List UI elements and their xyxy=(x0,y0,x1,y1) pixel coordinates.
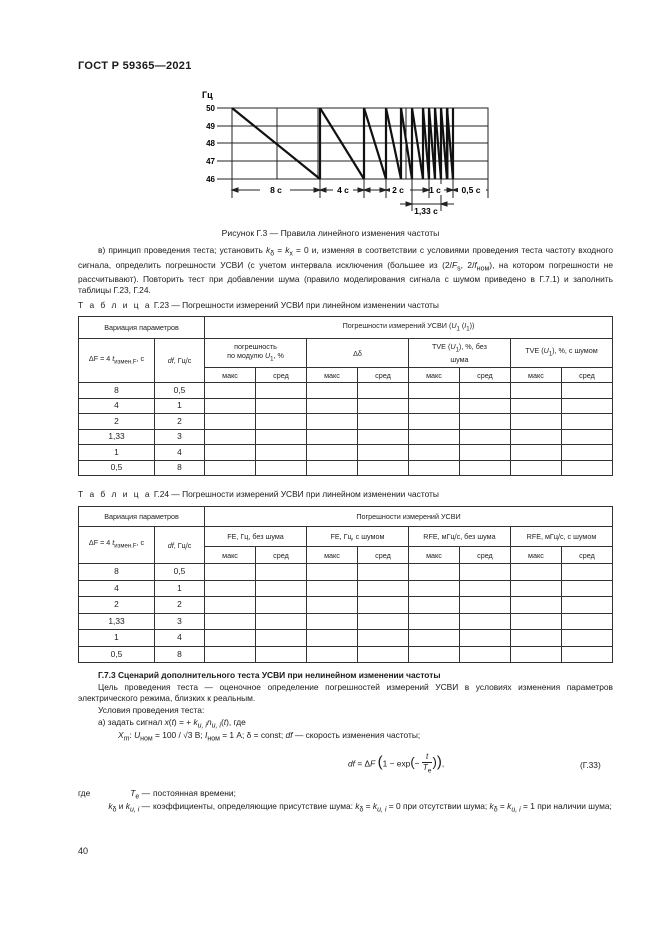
table-row: 0,5 8 xyxy=(79,646,613,663)
table24-col-dF: ΔF = 4 $t_{измен.F}$, с xyxy=(79,527,155,564)
page-number: 40 xyxy=(78,846,89,856)
table23-col-df: df, Гц/с xyxy=(155,339,205,383)
te-symbol: $T_e$ — xyxy=(130,788,150,801)
table24-head-errors: Погрешности измерений УСВИ xyxy=(205,507,613,527)
section-773-conditions: Условия проведения теста: xyxy=(98,705,205,715)
formula-g33: df = ΔF $(1 - \exp(- \frac{t}{T_e}))$, xyxy=(348,752,445,775)
figure-unit: Гц xyxy=(202,90,213,100)
where-label: где xyxy=(78,788,91,798)
table23-col-dF: ΔF = 4 $t_{измен.F}$, с xyxy=(79,339,155,383)
table-row: 1 4 xyxy=(79,630,613,647)
segment-label-1s: 1 с xyxy=(429,185,441,195)
table24-group-fe-nonoise: FE, Гц, без шума xyxy=(205,527,307,547)
y-tick-46: 46 xyxy=(206,175,215,184)
y-tick-49: 49 xyxy=(206,122,215,131)
table-row: 0,5 8 xyxy=(79,460,613,476)
segment-label-133s: 1,33 с xyxy=(414,206,438,216)
k-symbol: $k_\delta$ и $k_{u, i}$ — xyxy=(108,801,150,814)
table24-group-rfe-noise: RFE, мГц/с, с шумом xyxy=(510,527,612,547)
table24-group-fe-noise: FE, Гц, с шумом xyxy=(306,527,408,547)
table-row: 8 0,5 xyxy=(79,383,613,399)
frequency-ramp-figure xyxy=(200,86,500,216)
figure-caption: Рисунок Г.3 — Правила линейного изменения частоты xyxy=(221,228,440,238)
segment-label-2s: 2 с xyxy=(392,185,404,195)
table-row: 2 2 xyxy=(79,414,613,430)
section-773-item-a2: $X_m$: $U_{ном} = 100 / √3$ В; $I_{ном} = 1$ А; δ = const; df — скорость изменения частоты; xyxy=(118,730,421,743)
table23-group-delta: Δδ xyxy=(306,339,408,368)
y-tick-47: 47 xyxy=(206,157,215,166)
paragraph-test-principle: в) принцип проведения теста; установить $k_\delta = k_x = 0$ и, изменяя в соответствии с условиями проведения теста частоту входного сигнала, определить погрешности УСВИ (с учетом интервала исключения (большее из ($2/F_s$, $2/f_{ном}$), на котором погрешности не рассчитывают). Повторить тест при добавлении шума (правило моделирования сигнала с шумом приведено в Г.7.1) и заполнить таблицы Г.23, Г.24. xyxy=(78,245,614,296)
y-tick-50: 50 xyxy=(206,104,215,113)
segment-label-4s: 4 с xyxy=(337,185,349,195)
table-row: 2 2 xyxy=(79,597,613,614)
table24-col-df: df, Гц/с xyxy=(155,527,205,564)
table-row: 8 0,5 xyxy=(79,564,613,581)
table-row: 4 1 xyxy=(79,580,613,597)
section-773-goal: Цель проведения теста — оценочное определение погрешностей измерений УСВИ в условиях изменения параметров электрического режима, близких к реальным. xyxy=(78,682,613,703)
table-row: 1,33 3 xyxy=(79,429,613,445)
document-id: ГОСТ Р 59365—2021 xyxy=(78,60,192,72)
k-description: коэффициенты, определяющие присутствие шума: $k_\delta = k_{u, i} = 0$ при отсутствии шума; $k_\delta = k_{u, i} = 1$ при наличии шума; xyxy=(153,801,612,814)
table-row: 1,33 3 xyxy=(79,613,613,630)
table24-caption: Т а б л и ц а Г.24 — Погрешности измерений УСВИ при линейном изменении частоты xyxy=(78,489,439,499)
segment-label-8s: 8 с xyxy=(270,185,282,195)
segment-label-05s: 0,5 с xyxy=(461,185,481,195)
table-row: 4 1 xyxy=(79,398,613,414)
table23-group-modulus: погрешность по модулю $U_1$, % xyxy=(205,339,307,368)
table24-head-variation: Вариация параметров xyxy=(79,507,205,527)
table24: Вариация параметров Погрешности измерений УСВИ ΔF = 4 $t_{измен.F}$, с df, Гц/с FE, Гц, без шума FE, Гц, с шумом RFE, мГц/с, без шума RFE, мГц/с, с шумом макс сред макс сред макс сред макс сред 8 0,5 4 1 2 2 1,33 3 1 4 0,5 8 xyxy=(78,506,613,663)
te-description: постоянная времени; xyxy=(153,788,236,798)
table23-head-errors: Погрешности измерений УСВИ ($U_1$ $(I_1)$) xyxy=(205,317,613,339)
section-773-title: Г.7.3 Сценарий дополнительного теста УСВИ при нелинейном изменении частоты xyxy=(98,670,441,680)
section-773-item-a: а) задать сигнал x(t) = + $k_{u, i}n_{u, i}(t)$, где xyxy=(98,717,246,730)
table23-group-tve-noise: TVE $(U_1)$, %, с шумом xyxy=(510,339,612,368)
formula-number: (Г.33) xyxy=(580,760,601,770)
table23-caption: Т а б л и ц а Г.23 — Погрешности измерений УСВИ при линейном изменении частоты xyxy=(78,300,439,310)
table24-group-rfe-nonoise: RFE, мГц/с, без шума xyxy=(408,527,510,547)
table23-head-variation: Вариация параметров xyxy=(79,317,205,339)
table23: Вариация параметров Погрешности измерений УСВИ ($U_1$ $(I_1)$) ΔF = 4 $t_{измен.F}$, с df, Гц/с погрешность по модулю $U_1$, % Δδ TVE $(U_1)$, %, без шума TVE $(U_1)$, %, с шумом макс сред макс сред макс сред макс сред 8 0,5 4 1 2 2 1,33 3 1 4 0,5 8 xyxy=(78,316,613,476)
y-tick-48: 48 xyxy=(206,139,215,148)
table23-group-tve-nonoise: TVE $(U_1)$, %, без шума xyxy=(408,339,510,368)
table-row: 1 4 xyxy=(79,445,613,461)
